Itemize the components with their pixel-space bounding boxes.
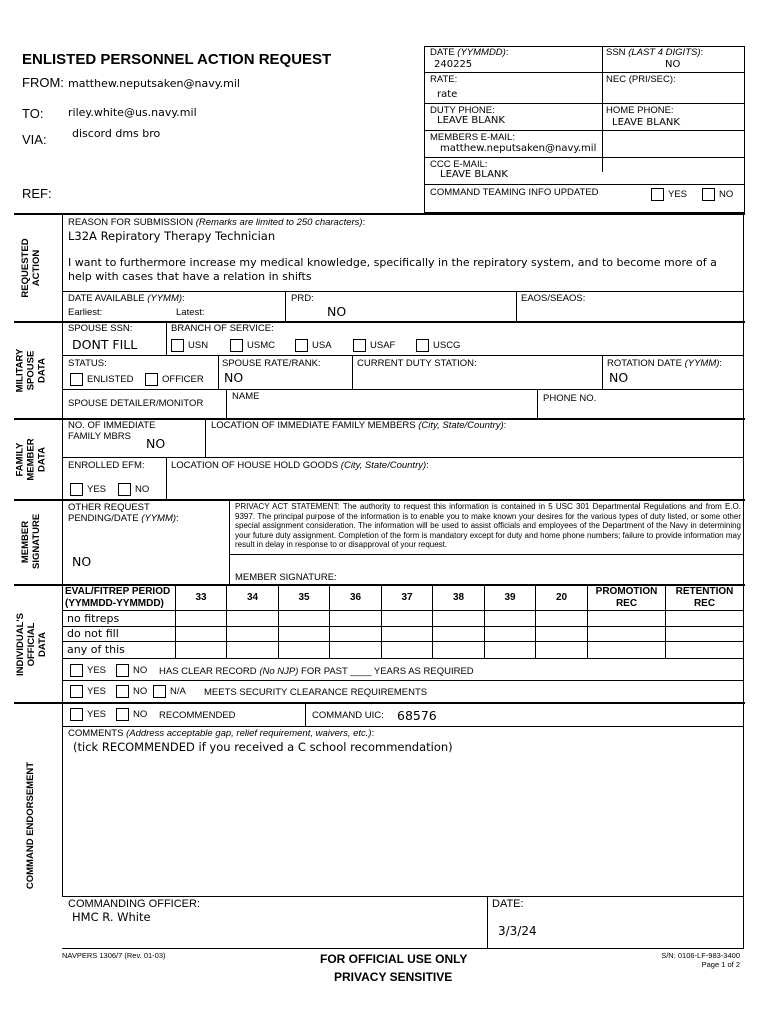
comments-value[interactable]: (tick RECOMMENDED if you received a C school recommendation) (73, 740, 453, 754)
recommended-yes[interactable]: YES (70, 708, 106, 721)
earliest-label: Earliest: (68, 307, 103, 318)
teaming-label: COMMAND TEAMING INFO UPDATED (430, 187, 599, 198)
rotation-label: ROTATION DATE (YYMM): (607, 358, 723, 369)
security-yes[interactable]: YES (70, 685, 106, 698)
date-label: DATE: (492, 898, 524, 910)
from-label: FROM: (22, 75, 64, 90)
rate-value[interactable]: rate (437, 89, 458, 100)
prd-label: PRD: (291, 293, 314, 304)
from-value[interactable]: matthew.neputsaken@navy.mil (68, 77, 240, 90)
checkbox[interactable] (353, 339, 366, 352)
uic-value[interactable]: 68576 (397, 708, 437, 723)
section-requested-action: REQUESTED ACTION (20, 237, 42, 298)
spouse-ssn-value[interactable]: DONT FILL (72, 337, 138, 352)
branch-label: BRANCH OF SERVICE: (171, 323, 274, 334)
checkbox[interactable] (116, 664, 129, 677)
form-number: NAVPERS 1306/7 (Rev. 01-03) (62, 951, 166, 960)
comments-label: COMMENTS (Address acceptable gap, relief requirement, waivers, etc.): (68, 728, 375, 739)
branch-usa[interactable]: USA (295, 339, 332, 352)
clear-record-no[interactable]: NO (116, 664, 147, 677)
uic-label: COMMAND UIC: (312, 710, 384, 721)
checkbox[interactable] (118, 483, 131, 496)
reason-line2[interactable]: I want to furthermore increase my medical knowledge, specifically in the repiratory system, and to become more of a help with cases that have a relation in shifts (68, 256, 717, 283)
eaos-label: EAOS/SEAOS: (521, 293, 586, 304)
ccc-email-value[interactable]: LEAVE BLANK (440, 169, 508, 180)
duty-phone-value[interactable]: LEAVE BLANK (437, 115, 505, 126)
ref-label: REF: (22, 186, 52, 201)
branch-usn[interactable]: USN (171, 339, 208, 352)
current-duty-label: CURRENT DUTY STATION: (357, 358, 477, 369)
teaming-no[interactable]: NO (702, 188, 733, 201)
prd-value[interactable]: NO (327, 304, 347, 319)
via-label: VIA: (22, 132, 47, 147)
branch-usaf[interactable]: USAF (353, 339, 395, 352)
promotion-header: PROMOTION REC (595, 586, 658, 609)
clear-record-text: HAS CLEAR RECORD (No NJP) FOR PAST ____ YEARS AS REQUIRED (159, 666, 474, 677)
date-value[interactable]: 3/3/24 (498, 924, 537, 938)
home-phone-value[interactable]: LEAVE BLANK (612, 117, 680, 128)
eval-header: EVAL/FITREP PERIOD (YYMMDD-YYMMDD) (65, 586, 171, 609)
rate-label: RATE: (430, 74, 458, 85)
location-family-label: LOCATION OF IMMEDIATE FAMILY MEMBERS (City, State/Country): (211, 420, 507, 431)
official-use: FOR OFFICIAL USE ONLY (320, 952, 468, 966)
date-value[interactable]: 240225 (434, 59, 473, 70)
col-header: 36 (349, 592, 362, 603)
member-email-value[interactable]: matthew.neputsaken@navy.mil (440, 143, 597, 154)
col-header: 33 (195, 592, 207, 603)
date-label: DATE (YYMMDD): (430, 47, 509, 58)
num-family-label: NO. OF IMMEDIATE FAMILY MBRS (68, 420, 156, 442)
checkbox[interactable] (116, 708, 129, 721)
ccc-email-label: CCC E-MAIL: (430, 159, 488, 170)
section-official-data: INDIVIDUAL'S OFFICIAL DATA (14, 612, 48, 676)
num-family-value[interactable]: NO (146, 436, 166, 451)
retention-header: RETENTION REC (675, 586, 734, 609)
col-header: 34 (246, 592, 259, 603)
branch-uscg[interactable]: USCG (416, 339, 460, 352)
clear-record-yes[interactable]: YES (70, 664, 106, 677)
checkbox[interactable] (70, 708, 83, 721)
co-label: COMMANDING OFFICER: (68, 898, 200, 910)
checkbox[interactable] (416, 339, 429, 352)
recommended-label: RECOMMENDED (159, 710, 236, 721)
form-title: ENLISTED PERSONNEL ACTION REQUEST (22, 51, 332, 68)
checkbox[interactable] (295, 339, 308, 352)
spouse-ssn-label: SPOUSE SSN: (68, 323, 133, 334)
phone-label: PHONE NO. (543, 393, 597, 404)
signature-label: MEMBER SIGNATURE: (235, 572, 337, 583)
status-officer[interactable]: OFFICER (145, 373, 204, 386)
checkbox[interactable] (70, 373, 83, 386)
sn-number: S/N: 0106-LF-983-3400 (661, 951, 740, 960)
rotation-value[interactable]: NO (609, 370, 629, 385)
reason-line1[interactable]: L32A Repiratory Therapy Technician (68, 229, 276, 243)
checkbox[interactable] (153, 685, 166, 698)
security-text: MEETS SECURITY CLEARANCE REQUIREMENTS (204, 687, 428, 698)
to-label: TO: (22, 106, 44, 121)
section-member-signature: MEMBER SIGNATURE (20, 513, 42, 569)
checkbox[interactable] (70, 685, 83, 698)
privacy-sensitive: PRIVACY SENSITIVE (334, 970, 453, 984)
section-family: FAMILY MEMBER DATA (14, 437, 48, 481)
checkbox[interactable] (145, 373, 158, 386)
ssn-label: SSN (LAST 4 DIGITS): (606, 47, 704, 58)
status-label: STATUS: (68, 358, 107, 369)
checkbox[interactable] (70, 483, 83, 496)
status-enlisted[interactable]: ENLISTED (70, 373, 133, 386)
teaming-yes[interactable]: YES (651, 188, 687, 201)
name-label: NAME (232, 391, 260, 402)
other-request-value[interactable]: NO (72, 554, 92, 569)
efm-no[interactable]: NO (118, 483, 149, 496)
col-header: 37 (401, 592, 413, 603)
privacy-statement: PRIVACY ACT STATEMENT: The authority to request this information is contained in 5 USC 301 Departmental Regulations and from E.O. 9397. The principal purpose of the information is to enable you to make known your desires for the various types of duty listed, or some other special assignment consideration. The information will be used to assist officials and employees of the Department of the Navy in determining your future duty assignment. Completion of the form is mandatory except for duty and home phone numbers; failure to provide information may result in delay in response to or disapproval of your request. (235, 502, 741, 549)
efm-yes[interactable]: YES (70, 483, 106, 496)
col-header: 38 (452, 592, 465, 603)
checkbox[interactable] (651, 188, 664, 201)
table-row[interactable]: any of this (67, 643, 125, 656)
security-na[interactable]: N/A (153, 685, 186, 698)
branch-usmc[interactable]: USMC (230, 339, 275, 352)
checkbox[interactable] (70, 664, 83, 677)
page-number: Page 1 of 2 (701, 960, 740, 969)
security-no[interactable]: NO (116, 685, 147, 698)
to-value[interactable]: riley.white@us.navy.mil (68, 106, 197, 119)
ssn-value[interactable]: NO (665, 59, 681, 70)
detailer-label: SPOUSE DETAILER/MONITOR (68, 398, 204, 409)
efm-label: ENROLLED EFM: (68, 460, 145, 471)
table-row[interactable]: no fitreps (67, 612, 120, 625)
reason-label: REASON FOR SUBMISSION (Remarks are limited to 250 characters): (68, 217, 366, 228)
duty-phone-label: DUTY PHONE: (430, 105, 495, 116)
col-header: 35 (298, 592, 310, 603)
co-value[interactable]: HMC R. White (72, 910, 151, 924)
checkbox[interactable] (116, 685, 129, 698)
checkbox[interactable] (702, 188, 715, 201)
spouse-rate-label: SPOUSE RATE/RANK: (222, 358, 321, 369)
location-household-label: LOCATION OF HOUSE HOLD GOODS (City, State/Country): (171, 460, 429, 471)
via-value[interactable]: discord dms bro (72, 127, 161, 140)
member-email-label: MEMBERS E-MAIL: (430, 132, 515, 143)
latest-label: Latest: (176, 307, 205, 318)
checkbox[interactable] (230, 339, 243, 352)
spouse-rate-value[interactable]: NO (224, 370, 244, 385)
date-available-label: DATE AVAILABLE (YYMM): (68, 293, 185, 304)
col-header: 39 (504, 592, 516, 603)
home-phone-label: HOME PHONE: (606, 105, 674, 116)
col-header: 20 (555, 592, 568, 603)
table-row[interactable]: do not fill (67, 627, 119, 640)
other-request-label: OTHER REQUEST PENDING/DATE (YYMM): (68, 502, 179, 524)
section-command-endorsement: COMMAND ENDORSEMENT (25, 761, 37, 890)
section-military-spouse: MILITARY SPOUSE DATA (14, 348, 48, 392)
checkbox[interactable] (171, 339, 184, 352)
recommended-no[interactable]: NO (116, 708, 147, 721)
nec-label: NEC (PRI/SEC): (606, 74, 676, 85)
